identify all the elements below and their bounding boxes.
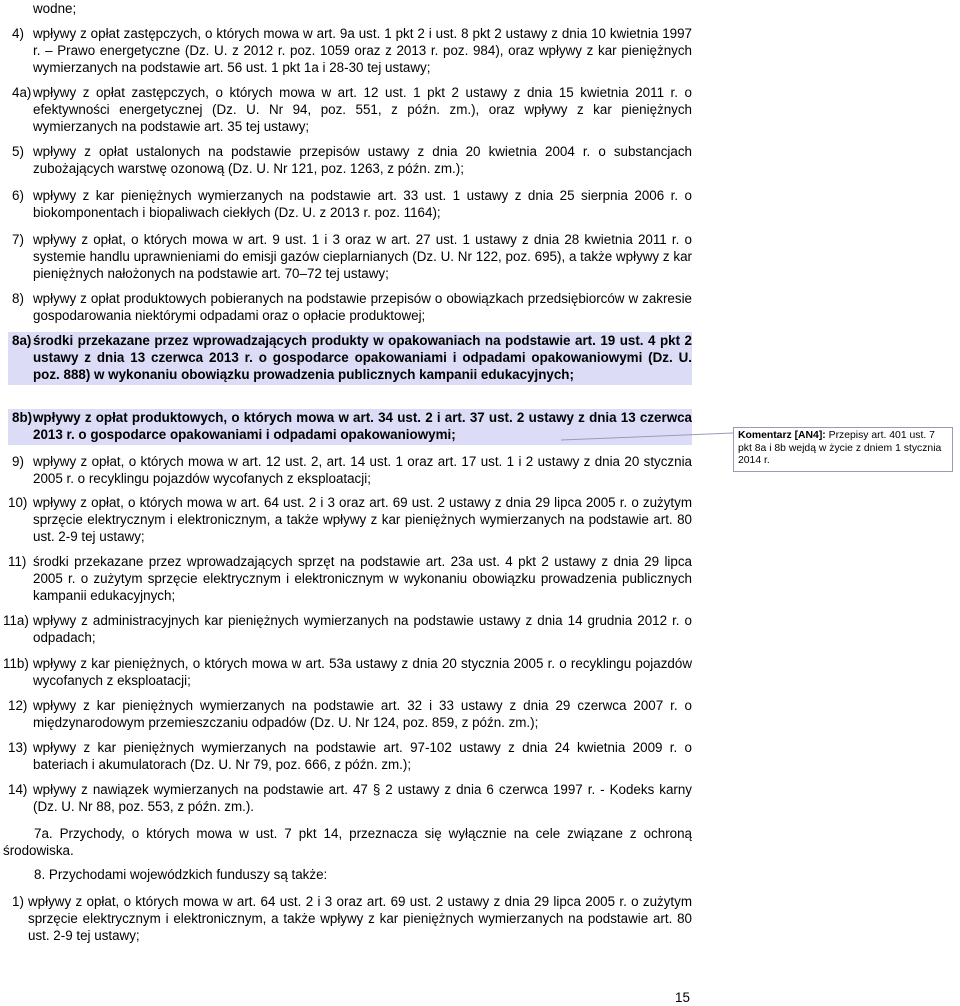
list-item-label: 9) — [12, 454, 24, 469]
list-item-label: 11a) — [3, 613, 29, 628]
list-item-text: wpływy z kar pieniężnych wymierzanych na podstawie art. 97-102 ustawy z dnia 24 kwietnia 2009 r. o bateriach i akumulatorach (Dz. U. Nr 79, poz. 666, z późn. zm.); — [33, 740, 692, 772]
list-item-text: środki przekazane przez wprowadzających sprzęt na podstawie art. 23a ust. 4 pkt 2 ustawy z dnia 29 lipca 2005 r. o zużytym sprzęcie elektrycznym i elektronicznym w wykonaniu obowiązku prowadzenia publicznych kampanii edukacyjnych; — [33, 554, 692, 603]
list-item-text: wpływy z kar pieniężnych wymierzanych na podstawie art. 32 i 33 ustawy z dnia 29 czerwca 2007 r. o międzynarodowym przemieszczaniu odpadów (Dz. U. Nr 124, poz. 859, z późn. zm.); — [33, 698, 692, 730]
list-item-label: 11) — [8, 554, 27, 569]
list-item-label: 7) — [12, 232, 24, 247]
list-item-label: 10) — [8, 495, 28, 510]
list-item-text: wpływy z nawiązek wymierzanych na podstawie art. 47 § 2 ustawy z dnia 6 czerwca 1997 r. - Kodeks karny (Dz. U. Nr 88, poz. 553, z późn. zm.). — [33, 782, 692, 814]
list-item-text: wpływy z opłat, o których mowa w art. 12 ust. 2, art. 14 ust. 1 oraz art. 17 ust. 1 i 2 ustawy z dnia 20 stycznia 2005 r. o recyklingu pojazdów wycofanych z eksploatacji; — [33, 454, 692, 486]
page-number: 15 — [675, 990, 690, 1005]
list-item-text: wpływy z opłat, o których mowa w art. 9 ust. 1 i 3 oraz w art. 27 ust. 1 ustawy z dnia 28 kwietnia 2011 r. o systemie handlu uprawnieniami do emisji gazów cieplarnianych (Dz. U. Nr 122, poz. 695), a także wpływy z kar pieniężnych nałożonych na podstawie art. 70–72 tej ustawy; — [33, 232, 692, 281]
list-item-label: 1) — [12, 894, 24, 909]
comment-text: Przepisy art. 401 ust. 7 pkt 8a i 8b wejdą w życie z dniem 1 stycznia 2014 r. — [738, 430, 942, 466]
list-item-text: wpływy z kar pieniężnych, o których mowa w art. 53a ustawy z dnia 20 stycznia 2005 r. o recyklingu pojazdów wycofanych z eksploatacji; — [33, 656, 692, 688]
list-item-label: 8a) — [12, 333, 32, 348]
list-item-text: wpływy z kar pieniężnych wymierzanych na podstawie art. 33 ust. 1 ustawy z dnia 25 sierpnia 2006 r. o biokomponentach i biopaliwach ciekłych (Dz. U. z 2013 r. poz. 1164); — [33, 188, 692, 220]
list-item-label: 4) — [12, 26, 24, 41]
comment-title: Komentarz [AN4]: — [738, 430, 826, 441]
list-item-label: 6) — [12, 188, 24, 203]
list-item-label: 4a) — [12, 85, 32, 100]
paragraph-text: 7a. Przychody, o których mowa w ust. 7 pkt 14, przeznacza się wyłącznie na cele związane z ochroną środowiska. — [3, 826, 692, 858]
list-item-text: środki przekazane przez wprowadzających produkty w opakowaniach na podstawie art. 19 ust. 4 pkt 2 ustawy z dnia 13 czerwca 2013 r. o gospodarce opakowaniami i odpadami opakowaniowymi (Dz. U. poz. 888) w wykonaniu obowiązku prowadzenia publicznych kampanii edukacyjnych; — [33, 333, 692, 382]
list-item-text: wpływy z opłat produktowych, o których mowa w art. 34 ust. 2 i art. 37 ust. 2 ustawy z dnia 13 czerwca 2013 r. o gospodarce opakowaniami i odpadami opakowaniowymi; — [33, 410, 692, 442]
comment-balloon[interactable] — [733, 427, 953, 472]
list-item-label: 5) — [12, 144, 24, 159]
list-item-label: 14) — [8, 782, 28, 797]
list-item-label: 12) — [8, 698, 28, 713]
comment-connector-line — [561, 433, 733, 440]
list-item-label: 13) — [8, 740, 28, 755]
list-item-text: wpływy z opłat, o których mowa w art. 64 ust. 2 i 3 oraz art. 69 ust. 2 ustawy z dnia 29 lipca 2005 r. o zużytym sprzęcie elektrycznym i elektronicznym, a także wpływy z kar pieniężnych wymierzanych na podstawie art. 80 ust. 2-9 tej ustawy; — [28, 894, 692, 943]
list-item-text: wpływy z opłat produktowych pobieranych na podstawie przepisów o obowiązkach przedsiębiorców w zakresie gospodarowania niektórymi odpadami oraz o opłacie produktowej; — [33, 291, 692, 323]
list-item-label: 11b) — [3, 656, 29, 671]
list-item-label: 8) — [12, 291, 24, 306]
list-item-text: wpływy z opłat ustalonych na podstawie przepisów ustawy z dnia 20 kwietnia 2004 r. o substancjach zubożających warstwę ozonową (Dz. U. Nr 121, poz. 1263, z późn. zm.); — [33, 144, 692, 176]
list-item-text: wpływy z opłat zastępczych, o których mowa w art. 9a ust. 1 pkt 2 i ust. 8 pkt 2 ustawy z dnia 10 kwietnia 1997 r. – Prawo energetyczne (Dz. U. z 2012 r. poz. 1059 oraz z 2013 r. poz. 984), oraz wpływy z kar pieniężnych wymierzanych na podstawie art. 56 ust. 1 pkt 1a i 28-30 tej ustawy; — [33, 26, 692, 75]
list-item-text: wodne; — [33, 1, 77, 16]
list-item-text: wpływy z administracyjnych kar pieniężnych wymierzanych na podstawie ustawy z dnia 14 grudnia 2012 r. o odpadach; — [33, 613, 692, 645]
paragraph-text: 8. Przychodami wojewódzkich funduszy są także: — [34, 867, 328, 882]
list-item-text: wpływy z opłat, o których mowa w art. 64 ust. 2 i 3 oraz art. 69 ust. 2 ustawy z dnia 29 lipca 2005 r. o zużytym sprzęcie elektrycznym i elektronicznym, a także wpływy z kar pieniężnych wymierzanych na podstawie art. 80 ust. 2-9 tej ustawy; — [33, 495, 692, 544]
list-item-text: wpływy z opłat zastępczych, o których mowa w art. 12 ust. 1 pkt 2 ustawy z dnia 15 kwietnia 2011 r. o efektywności energetycznej (Dz. U. Nr 94, poz. 551, z późn. zm.), oraz wpływy z kar pieniężnych wymierzanych na podstawie art. 35 tej ustawy; — [33, 85, 692, 134]
list-item-label: 8b) — [12, 410, 33, 425]
